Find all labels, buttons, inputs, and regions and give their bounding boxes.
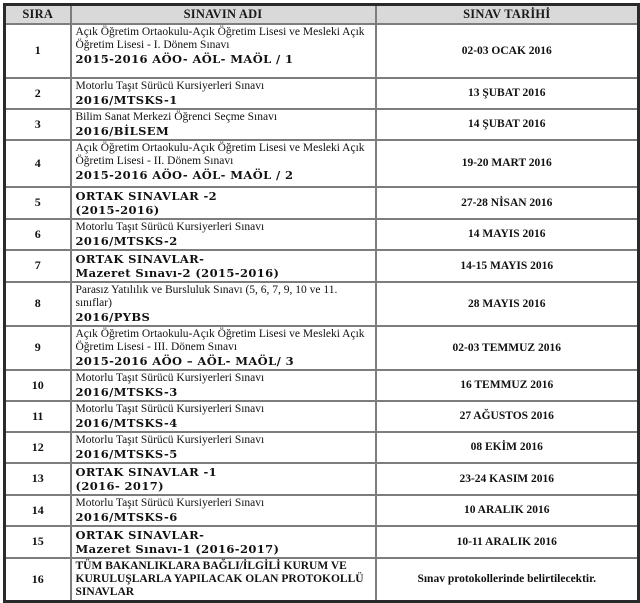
table-body [5, 24, 639, 602]
table-row [5, 187, 639, 219]
header-exam-date: SINAV TARİHİ [376, 5, 639, 24]
exam-name-line: Motorlu Taşıt Sürücü Kursiyerleri Sınavı [75, 433, 265, 446]
exam-name-cell [71, 78, 376, 109]
exam-name-line: (2016- 2017) [75, 478, 164, 493]
exam-name-line: 2016/MTSKS-2 [75, 233, 178, 248]
row-number: 7 [5, 250, 71, 282]
exam-name-line: Motorlu Taşıt Sürücü Kursiyerleri Sınavı [75, 402, 265, 415]
exam-date: 27-28 NİSAN 2016 [376, 187, 639, 219]
exam-date: 14 MAYIS 2016 [376, 219, 639, 250]
row-number: 1 [5, 24, 71, 78]
exam-name-cell [71, 432, 376, 463]
row-number: 16 [5, 558, 71, 602]
exam-name-line: Motorlu Taşıt Sürücü Kursiyerleri Sınavı [75, 79, 265, 92]
row-number: 6 [5, 219, 71, 250]
exam-schedule-table [3, 3, 640, 603]
exam-name-cell [71, 526, 376, 558]
row-number: 3 [5, 109, 71, 140]
exam-name-line: Açık Öğretim Ortaokulu-Açık Öğretim Lisesi ve Mesleki Açık Öğretim Lisesi - III. Dönem Sınavı [75, 327, 365, 353]
exam-name-line: 2015-2016 AÖO- AÖL- MAÖL / 1 [75, 51, 294, 66]
row-number: 5 [5, 187, 71, 219]
exam-name-line: Bilim Sanat Merkezi Öğrenci Seçme Sınavı [75, 110, 278, 123]
table-row [5, 219, 639, 250]
exam-date: 23-24 KASIM 2016 [376, 463, 639, 495]
exam-name-cell [71, 370, 376, 401]
exam-name-line: Motorlu Taşıt Sürücü Kursiyerleri Sınavı [75, 371, 265, 384]
exam-name-line: Açık Öğretim Ortaokulu-Açık Öğretim Lisesi ve Mesleki Açık Öğretim Lisesi - I. Dönem Sınavı [75, 25, 365, 51]
exam-name-line: 2015-2016 AÖO – AÖL- MAÖL/ 3 [75, 353, 294, 368]
exam-name-line: 2016/MTSKS-5 [75, 446, 178, 461]
exam-date: 14 ŞUBAT 2016 [376, 109, 639, 140]
exam-date: 13 ŞUBAT 2016 [376, 78, 639, 109]
exam-date: 10-11 ARALIK 2016 [376, 526, 639, 558]
row-number: 8 [5, 282, 71, 326]
table-row [5, 401, 639, 432]
exam-name-line: ORTAK SINAVLAR- [75, 527, 205, 542]
table-row [5, 370, 639, 401]
table-row [5, 282, 639, 326]
exam-date: 02-03 TEMMUZ 2016 [376, 326, 639, 370]
table-row [5, 24, 639, 78]
table-row [5, 495, 639, 526]
exam-name-line: 2016/MTSKS-4 [75, 415, 178, 430]
exam-date: 14-15 MAYIS 2016 [376, 250, 639, 282]
row-number: 4 [5, 140, 71, 187]
exam-name-cell [71, 401, 376, 432]
exam-name-cell [71, 326, 376, 370]
exam-name-line: 2016/MTSKS-3 [75, 384, 178, 399]
exam-name-line: 2015-2016 AÖO- AÖL- MAÖL / 2 [75, 167, 294, 182]
exam-name-line: Parasız Yatılılık ve Bursluluk Sınavı (5, 6, 7, 9, 10 ve 11. sınıflar) [75, 283, 338, 309]
exam-name-line: ORTAK SINAVLAR -1 [75, 464, 218, 479]
table-row [5, 109, 639, 140]
table-row [5, 250, 639, 282]
row-number: 14 [5, 495, 71, 526]
table-row [5, 78, 639, 109]
exam-name-line: 2016/BİLSEM [75, 123, 170, 138]
exam-date: 16 TEMMUZ 2016 [376, 370, 639, 401]
table-row [5, 558, 639, 602]
exam-name-line: (2015-2016) [75, 202, 160, 217]
exam-name-cell [71, 495, 376, 526]
exam-date: Sınav protokollerinde belirtilecektir. [376, 558, 639, 602]
row-number: 9 [5, 326, 71, 370]
header-row [5, 5, 639, 24]
exam-date: 19-20 MART 2016 [376, 140, 639, 187]
table-row [5, 526, 639, 558]
exam-date: 02-03 OCAK 2016 [376, 24, 639, 78]
table-row [5, 140, 639, 187]
row-number: 2 [5, 78, 71, 109]
header-exam-name: SINAVIN ADI [71, 5, 376, 24]
exam-date: 27 AĞUSTOS 2016 [376, 401, 639, 432]
exam-name-line: 2016/PYBS [75, 309, 151, 324]
exam-date: 28 MAYIS 2016 [376, 282, 639, 326]
exam-date: 08 EKİM 2016 [376, 432, 639, 463]
exam-name-cell [71, 463, 376, 495]
exam-name-line: 2016/MTSKS-6 [75, 509, 178, 524]
exam-name-line: 2016/MTSKS-1 [75, 92, 178, 107]
exam-name-cell [71, 558, 376, 602]
exam-name-line: Motorlu Taşıt Sürücü Kursiyerleri Sınavı [75, 496, 265, 509]
exam-name-line: ORTAK SINAVLAR- [75, 251, 205, 266]
exam-name-cell [71, 219, 376, 250]
exam-name-cell [71, 187, 376, 219]
header-sira: SIRA [5, 5, 71, 24]
row-number: 13 [5, 463, 71, 495]
exam-name-cell [71, 282, 376, 326]
table-row [5, 463, 639, 495]
row-number: 12 [5, 432, 71, 463]
exam-name-line: Mazeret Sınavı-2 (2015-2016) [75, 265, 280, 280]
row-number: 15 [5, 526, 71, 558]
exam-name-cell [71, 250, 376, 282]
exam-name-cell [71, 24, 376, 78]
row-number: 10 [5, 370, 71, 401]
exam-name-cell [71, 109, 376, 140]
table-row [5, 326, 639, 370]
exam-name-cell [71, 140, 376, 187]
exam-name-line: TÜM BAKANLIKLARA BAĞLI/İLGİLİ KURUM VE KURULUŞLARLA YAPILACAK OLAN PROTOKOLLÜ SINAVLAR [75, 559, 364, 598]
row-number: 11 [5, 401, 71, 432]
exam-date: 10 ARALIK 2016 [376, 495, 639, 526]
exam-name-line: Motorlu Taşıt Sürücü Kursiyerleri Sınavı [75, 220, 265, 233]
exam-name-line: ORTAK SINAVLAR -2 [75, 188, 218, 203]
table-row [5, 432, 639, 463]
exam-name-line: Açık Öğretim Ortaokulu-Açık Öğretim Lisesi ve Mesleki Açık Öğretim Lisesi - II. Dönem Sınavı [75, 141, 365, 167]
exam-name-line: Mazeret Sınavı-1 (2016-2017) [75, 541, 280, 556]
